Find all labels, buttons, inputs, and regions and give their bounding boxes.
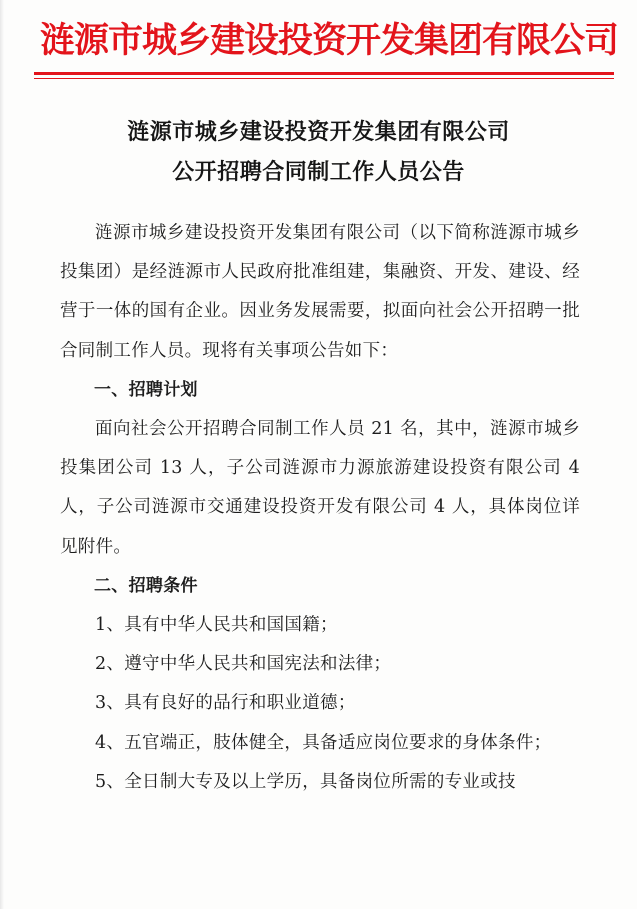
- section-heading-recruitment-plan: 一、招聘计划: [94, 379, 198, 400]
- document-title-line2: 公开招聘合同制工作人员公告: [172, 160, 465, 185]
- scan-edge-shadow: [0, 0, 4, 909]
- condition-item-5: 5、全日制大专及以上学历，具备岗位所需的专业或技: [95, 771, 516, 792]
- letterhead-rule-thick: [34, 72, 614, 75]
- document-title-line1: 涟源市城乡建设投资开发集团有限公司: [127, 120, 510, 145]
- document-body: [60, 214, 580, 802]
- letterhead-rule-thin: [34, 78, 614, 79]
- condition-item-2: 2、遵守中华人民共和国宪法和法律；: [95, 654, 392, 675]
- intro-paragraph: 涟源市城乡建设投资开发集团有限公司（以下简称涟源市城乡投集团）是经涟源市人民政府批准组建，集融资、开发、建设、经营于一体的国有企业。因业务发展需要，拟面向社会公开招聘一批合同制工作人员。现将有关事项公告如下：: [60, 223, 580, 361]
- letterhead-org-name: 涟源市城乡建设投资开发集团有限公司: [40, 20, 619, 61]
- section-heading-recruitment-conditions: 二、招聘条件: [94, 575, 198, 596]
- recruitment-plan-paragraph: 面向社会公开招聘合同制工作人员 21 名，其中，涟源市城乡投集团公司 13 人，子公司涟源市力源旅游建设投资有限公司 4 人，子公司涟源市交通建设投资开发有限公司 4 人，具体岗位详见附件。: [60, 419, 580, 557]
- condition-item-1: 1、具有中华人民共和国国籍；: [95, 615, 338, 636]
- condition-item-4: 4、五官端正，肢体健全，具备适应岗位要求的身体条件；: [95, 732, 552, 753]
- condition-item-3: 3、具有良好的品行和职业道德；: [95, 693, 356, 714]
